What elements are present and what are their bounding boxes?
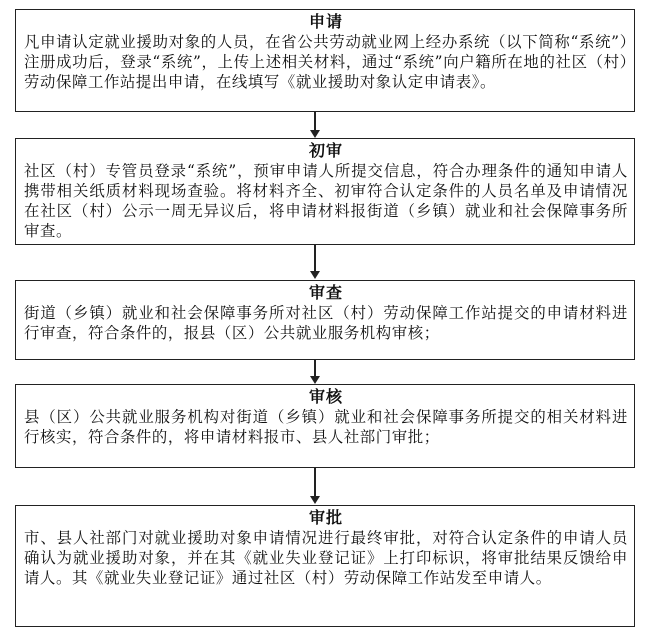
step-preliminary-review-body: 社区（村）专管员登录“系统”，预审申请人所提交信息，符合办理条件的通知申请人携带相关纸质材料现场查验。将材料齐全、初审符合认定条件的人员名单及申请情况在社区（村）公示一周无异议后，将申请材料报街道（乡镇）就业和社会保障事务所审查。 (24, 162, 628, 240)
step-examination-title: 审查 (308, 283, 343, 302)
connector-line-4 (314, 468, 316, 498)
step-approval-body: 市、县人社部门对就业援助对象申请情况进行最终审批，对符合认定条件的申请人员确认为就业援助对象，并在其《就业失业登记证》上打印标识，将审批结果反馈给申请人。其《就业失业登记证》通过社区（村）劳动保障工作站发至申请人。 (24, 529, 628, 587)
step-preliminary-review-title: 初审 (308, 141, 343, 160)
connector-line-1 (314, 112, 316, 132)
step-preliminary-review-box (15, 138, 635, 245)
step-approval-box (15, 505, 635, 627)
step-approval-title: 审批 (308, 508, 343, 527)
step-verification-box (15, 384, 635, 468)
arrow-down-icon (310, 271, 320, 279)
step-verification-body: 县（区）公共就业服务机构对街道（乡镇）就业和社会保障事务所提交的相关材料进行核实，符合条件的，将申请材料报市、县人社部门审批； (24, 408, 628, 446)
connector-line-2 (314, 245, 316, 273)
arrow-down-icon (310, 496, 320, 504)
arrow-down-icon (310, 376, 320, 384)
step-apply-title: 申请 (308, 12, 343, 31)
step-verification-title: 审核 (308, 387, 343, 406)
arrow-down-icon (310, 130, 320, 138)
step-examination-box (15, 280, 635, 360)
step-apply-body: 凡申请认定就业援助对象的人员，在省公共劳动就业网上经办系统（以下简称“系统”）注册成功后，登录“系统”，上传上述相关材料，通过“系统”向户籍所在地的社区（村）劳动保障工作站提出申请，在线填写《就业援助对象认定申请表》。 (24, 33, 628, 91)
step-examination-body: 街道（乡镇）就业和社会保障事务所对社区（村）劳动保障工作站提交的申请材料进行审查，符合条件的，报县（区）公共就业服务机构审核； (24, 304, 628, 342)
step-apply-box (15, 9, 635, 112)
